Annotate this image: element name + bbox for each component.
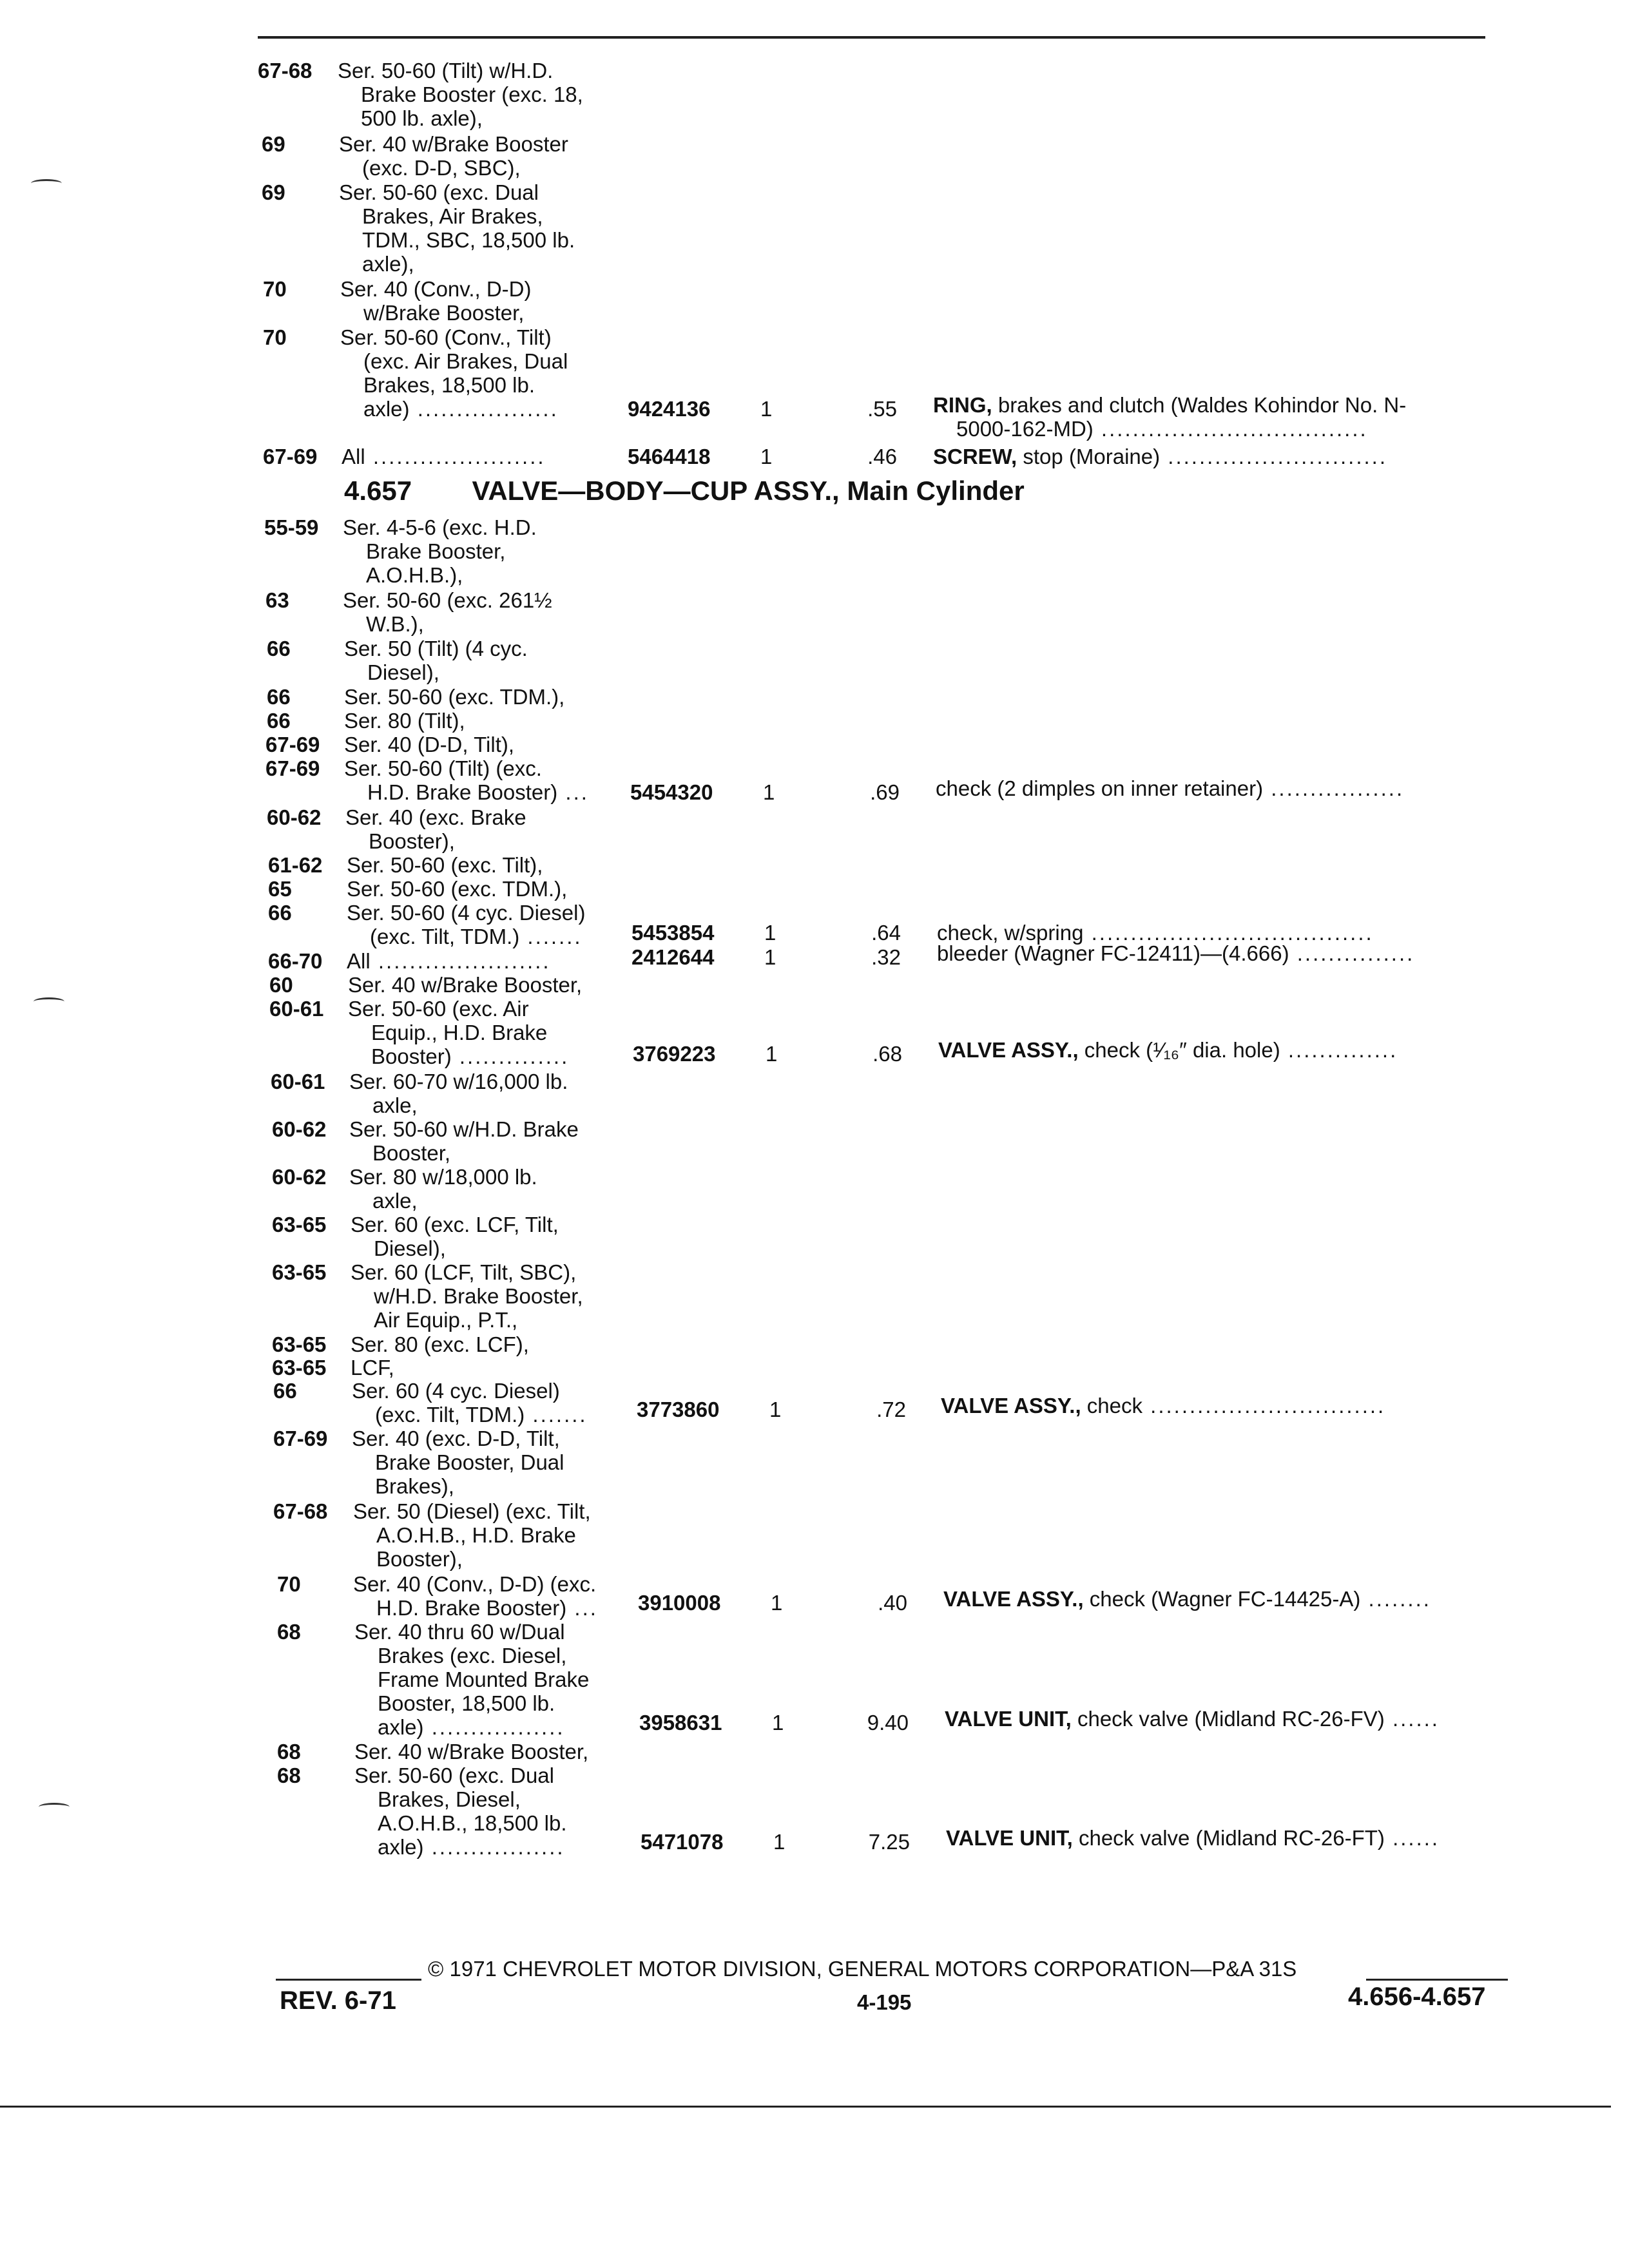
margin-mark <box>31 179 62 187</box>
leader-dots: ................. <box>423 1835 565 1859</box>
desc-line: (exc. Tilt, TDM.) <box>370 925 520 948</box>
desc-line: H.D. Brake Booster) <box>376 1596 567 1620</box>
desc-line: Ser. 50-60 w/H.D. Brake <box>349 1117 579 1141</box>
year-label: 67-68 <box>273 1499 328 1523</box>
leader-dots: ............... <box>1289 941 1415 965</box>
part-name <box>945 1707 1440 1731</box>
quantity: 1 <box>769 1398 782 1421</box>
leader-dots: ... <box>557 780 589 804</box>
desc-line: Ser. 60 (LCF, Tilt, SBC), <box>351 1260 577 1284</box>
desc-line: Brakes, 18,500 lb. <box>363 373 535 397</box>
part-name-rest: stop (Moraine) <box>1017 445 1161 468</box>
year-label: 67-69 <box>263 445 318 468</box>
price: 9.40 <box>867 1711 909 1735</box>
year-label: 68 <box>277 1740 301 1763</box>
part-name <box>933 445 1387 468</box>
entry-description <box>347 853 543 877</box>
desc-line: A.O.H.B., 18,500 lb. <box>378 1811 567 1835</box>
desc-line: Brakes), <box>375 1474 454 1498</box>
year-label: 66 <box>268 901 292 925</box>
price: .40 <box>878 1591 907 1615</box>
desc-line: Brake Booster, <box>366 539 506 563</box>
desc-line: Ser. 4-5-6 (exc. H.D. <box>343 515 537 539</box>
leader-dots: .................. <box>409 397 559 421</box>
leader-dots: ....... <box>519 925 583 948</box>
year-label: 68 <box>277 1763 301 1787</box>
year-label: 66-70 <box>268 949 323 973</box>
desc-line: Ser. 80 (exc. LCF), <box>351 1332 529 1356</box>
part-name <box>937 941 1414 965</box>
entry-description <box>345 805 526 853</box>
year-label: 69 <box>262 132 285 156</box>
entry-description <box>352 1427 564 1498</box>
desc-line: Ser. 60 (4 cyc. Diesel) <box>352 1379 560 1403</box>
desc-line: Brakes (exc. Diesel, <box>378 1644 567 1667</box>
desc-line: Ser. 40 (exc. D-D, Tilt, <box>352 1427 560 1450</box>
entry-description <box>347 877 567 901</box>
desc-line: axle) <box>378 1835 424 1859</box>
quantity: 1 <box>764 921 776 945</box>
part-name-rest: check (¹⁄₁₆″ dia. hole) <box>1078 1038 1280 1062</box>
entry-description <box>351 1356 394 1379</box>
desc-line: Ser. 50-60 (Tilt) w/H.D. <box>338 59 554 82</box>
top-rule <box>258 36 1485 39</box>
desc-line: Ser. 80 (Tilt), <box>344 709 465 733</box>
entry-description <box>351 1332 529 1356</box>
desc-line: axle, <box>372 1189 418 1213</box>
leader-dots: ........ <box>1360 1587 1431 1611</box>
part-number: 5453854 <box>631 921 715 945</box>
price: .46 <box>867 445 897 468</box>
entry-description <box>351 1213 559 1260</box>
leader-dots: ...... <box>1384 1826 1440 1850</box>
desc-line: Brakes, Air Brakes, <box>362 204 543 228</box>
quantity: 1 <box>772 1711 784 1735</box>
year-label: 60-62 <box>272 1165 327 1189</box>
desc-line: Ser. 50-60 (exc. 261½ <box>343 588 552 612</box>
leader-dots: ............................ <box>1160 445 1387 468</box>
part-name <box>946 1826 1440 1850</box>
year-label: 63-65 <box>272 1332 327 1356</box>
leader-dots: ................. <box>423 1715 565 1739</box>
year-label: 67-69 <box>265 733 320 756</box>
desc-line: TDM., SBC, 18,500 lb. <box>362 228 575 252</box>
entry-description <box>348 997 569 1068</box>
desc-line: Ser. 50-60 (exc. Tilt), <box>347 853 543 877</box>
part-name-bold: VALVE ASSY., <box>943 1587 1084 1611</box>
entry-description <box>351 1260 583 1332</box>
section-number: 4.657 <box>344 476 412 506</box>
year-label: 67-68 <box>258 59 313 82</box>
part-number: 5471078 <box>641 1830 724 1854</box>
desc-line: LCF, <box>351 1356 394 1379</box>
part-number: 3769223 <box>633 1042 716 1066</box>
desc-line: Brake Booster (exc. 18, <box>361 82 583 106</box>
desc-line: 500 lb. axle), <box>361 106 483 130</box>
year-label: 63-65 <box>272 1356 327 1379</box>
desc-line: Ser. 80 w/18,000 lb. <box>349 1165 537 1189</box>
quantity: 1 <box>771 1591 783 1615</box>
year-label: 67-69 <box>273 1427 328 1450</box>
desc-line: (exc. Tilt, TDM.) <box>375 1403 525 1427</box>
year-label: 65 <box>268 877 292 901</box>
bottom-rule <box>0 2106 1611 2108</box>
price: .68 <box>872 1042 902 1066</box>
year-label: 55-59 <box>264 515 319 539</box>
year-label: 68 <box>277 1620 301 1644</box>
desc-line: Brakes, Diesel, <box>378 1787 521 1811</box>
entry-description <box>343 588 552 636</box>
section-range: 4.656-4.657 <box>1348 1983 1486 2011</box>
part-name-bold: VALVE ASSY., <box>938 1038 1079 1062</box>
desc-line: Ser. 50-60 (exc. Dual <box>339 180 539 204</box>
entry-description <box>339 132 568 180</box>
desc-line: Ser. 50 (Diesel) (exc. Tilt, <box>353 1499 591 1523</box>
part-name-rest: brakes and clutch (Waldes Kohindor No. N- <box>992 393 1407 417</box>
quantity: 1 <box>760 445 773 468</box>
year-label: 60-61 <box>271 1070 325 1093</box>
year-label: 60 <box>269 973 293 997</box>
copyright-line: © 1971 CHEVROLET MOTOR DIVISION, GENERAL MOTORS CORPORATION—P&A 31S <box>428 1957 1297 1981</box>
entry-description <box>354 1763 567 1859</box>
desc-line: Ser. 40 (Conv., D-D) (exc. <box>353 1572 597 1596</box>
desc-line: Ser. 40 w/Brake Booster, <box>348 973 583 997</box>
entry-description <box>340 277 531 325</box>
price: .72 <box>876 1398 906 1421</box>
entry-description <box>343 515 537 587</box>
desc-line: w/Brake Booster, <box>363 301 525 325</box>
part-name-bold: RING, <box>933 393 992 417</box>
desc-line: Diesel), <box>374 1236 446 1260</box>
desc-line: Ser. 50-60 (exc. Air <box>348 997 529 1021</box>
desc-line: (exc. D-D, SBC), <box>362 156 521 180</box>
part-number: 5454320 <box>630 780 713 804</box>
desc-line: Ser. 50-60 (4 cyc. Diesel) <box>347 901 586 925</box>
desc-line: Ser. 50-60 (Tilt) (exc. <box>344 756 542 780</box>
desc-line: axle) <box>363 397 410 421</box>
desc-line: Ser. 40 w/Brake Booster <box>339 132 568 156</box>
part-name-bold: VALVE UNIT, <box>945 1707 1072 1731</box>
entry-description <box>353 1572 598 1620</box>
leader-dots: .............................. <box>1142 1394 1386 1418</box>
year-label: 70 <box>263 325 287 349</box>
desc-line: Booster), <box>376 1547 463 1571</box>
desc-line: Ser. 50-60 (exc. TDM.), <box>344 685 565 709</box>
entry-description <box>344 709 465 733</box>
section-title: VALVE—BODY—CUP ASSY., Main Cylinder <box>472 476 1025 506</box>
part-number: 3958631 <box>639 1711 722 1735</box>
entry-description <box>354 1740 588 1763</box>
part-name-bold: SCREW, <box>933 445 1017 468</box>
entry-description <box>348 973 582 997</box>
year-label: 63-65 <box>272 1213 327 1236</box>
part-number: 9424136 <box>628 397 711 421</box>
quantity: 1 <box>773 1830 786 1854</box>
quantity: 1 <box>763 780 775 804</box>
leader-dots: ...................... <box>370 949 551 973</box>
price: 7.25 <box>868 1830 910 1854</box>
leader-dots: .............. <box>451 1044 570 1068</box>
desc-line: All <box>347 949 371 973</box>
year-label: 66 <box>267 685 291 709</box>
desc-line: axle, <box>372 1093 418 1117</box>
desc-line: Diesel), <box>367 660 439 684</box>
desc-line: Booster) <box>371 1044 452 1068</box>
desc-line: Ser. 50-60 (exc. Dual <box>354 1763 554 1787</box>
part-number: 3910008 <box>638 1591 721 1615</box>
desc-line: All <box>342 445 365 468</box>
year-label: 63-65 <box>272 1260 327 1284</box>
price: .55 <box>867 397 897 421</box>
entry-description <box>349 1117 579 1165</box>
desc-line: Booster), <box>369 829 455 853</box>
desc-line: Ser. 40 (Conv., D-D) <box>340 277 532 301</box>
part-name-rest: check, w/spring <box>937 921 1084 945</box>
part-name-bold: VALVE UNIT, <box>946 1826 1073 1850</box>
year-label: 61-62 <box>268 853 323 877</box>
desc-line: H.D. Brake Booster) <box>367 780 558 804</box>
leader-dots: .................................. <box>1093 417 1368 441</box>
entry-description <box>347 901 585 948</box>
entry-description <box>344 637 528 684</box>
year-label: 66 <box>273 1379 297 1403</box>
year-label: 69 <box>262 180 285 204</box>
year-label: 60-62 <box>272 1117 327 1141</box>
part-number: 3773860 <box>637 1398 720 1421</box>
desc-line: axle) <box>378 1715 424 1739</box>
entry-description <box>349 1070 568 1117</box>
leader-dots: ....... <box>525 1403 588 1427</box>
leader-dots: ...... <box>1384 1707 1440 1731</box>
part-name-rest: check <box>1081 1394 1142 1418</box>
part-name <box>933 393 1406 441</box>
quantity: 1 <box>766 1042 778 1066</box>
quantity: 1 <box>760 397 773 421</box>
part-name-rest: bleeder (Wagner FC-12411)—(4.666) <box>937 941 1289 965</box>
leader-dots: .................................... <box>1083 921 1374 945</box>
leader-dots: ................. <box>1263 776 1405 800</box>
entry-description <box>340 325 568 421</box>
entry-description <box>344 685 564 709</box>
desc-line: Booster, 18,500 lb. <box>378 1691 555 1715</box>
margin-mark <box>34 997 64 1006</box>
desc-line: w/H.D. Brake Booster, <box>374 1284 583 1308</box>
revision-label: REV. 6-71 <box>280 1986 396 2015</box>
footer-rule-right <box>1366 1979 1508 1981</box>
part-name <box>941 1394 1385 1418</box>
part-name-rest: check valve (Midland RC-26-FT) <box>1072 1826 1385 1850</box>
price: .32 <box>871 945 901 969</box>
part-name-line2: 5000-162-MD) <box>956 417 1094 441</box>
part-name-rest: check valve (Midland RC-26-FV) <box>1071 1707 1385 1731</box>
entry-description <box>353 1499 591 1571</box>
entry-description <box>352 1379 588 1427</box>
year-label: 70 <box>263 277 287 301</box>
part-name <box>936 776 1404 800</box>
desc-line: Ser. 50-60 (exc. TDM.), <box>347 877 568 901</box>
leader-dots: .............. <box>1280 1038 1398 1062</box>
leader-dots: ... <box>566 1596 598 1620</box>
year-label: 60-61 <box>269 997 324 1021</box>
desc-line: Ser. 60-70 w/16,000 lb. <box>349 1070 568 1093</box>
year-label: 63 <box>265 588 289 612</box>
part-name-rest: check (2 dimples on inner retainer) <box>936 776 1264 800</box>
entry-description <box>344 733 514 756</box>
footer-rule-left <box>276 1979 421 1981</box>
section-heading <box>344 476 1025 506</box>
year-label: 67-69 <box>265 756 320 780</box>
desc-line: Ser. 60 (exc. LCF, Tilt, <box>351 1213 559 1236</box>
price: .64 <box>871 921 901 945</box>
part-name-rest: check (Wagner FC-14425-A) <box>1083 1587 1361 1611</box>
entry-description <box>349 1165 537 1213</box>
desc-line: Ser. 40 (exc. Brake <box>345 805 526 829</box>
entry-description <box>339 180 575 276</box>
desc-line: W.B.), <box>366 612 424 636</box>
part-name <box>938 1038 1398 1062</box>
desc-line: A.O.H.B., H.D. Brake <box>376 1523 576 1547</box>
desc-line: Equip., H.D. Brake <box>371 1021 548 1044</box>
desc-line: Ser. 40 w/Brake Booster, <box>354 1740 589 1763</box>
desc-line: A.O.H.B.), <box>366 563 463 587</box>
year-label: 66 <box>267 637 291 660</box>
entry-description <box>338 59 583 130</box>
desc-line: Ser. 50-60 (Conv., Tilt) <box>340 325 552 349</box>
page-number: 4-195 <box>857 1990 912 2014</box>
part-name <box>943 1587 1431 1611</box>
entry-description <box>342 445 546 468</box>
entry-description <box>354 1620 589 1739</box>
desc-line: Air Equip., P.T., <box>374 1308 518 1332</box>
desc-line: Brake Booster, Dual <box>375 1450 564 1474</box>
part-number: 5464418 <box>628 445 711 468</box>
leader-dots: ...................... <box>365 445 546 468</box>
entry-description <box>347 949 551 973</box>
year-label: 70 <box>277 1572 301 1596</box>
part-name-bold: VALVE ASSY., <box>941 1394 1081 1418</box>
desc-line: (exc. Air Brakes, Dual <box>363 349 568 373</box>
year-label: 60-62 <box>267 805 322 829</box>
year-label: 66 <box>267 709 291 733</box>
desc-line: Booster, <box>372 1141 451 1165</box>
desc-line: Ser. 40 thru 60 w/Dual <box>354 1620 565 1644</box>
quantity: 1 <box>764 945 776 969</box>
part-number: 2412644 <box>631 945 715 969</box>
margin-mark <box>39 1803 70 1811</box>
entry-description <box>344 756 589 804</box>
price: .69 <box>870 780 900 804</box>
desc-line: Frame Mounted Brake <box>378 1667 590 1691</box>
desc-line: Ser. 40 (D-D, Tilt), <box>344 733 515 756</box>
desc-line: Ser. 50 (Tilt) (4 cyc. <box>344 637 528 660</box>
desc-line: axle), <box>362 252 414 276</box>
